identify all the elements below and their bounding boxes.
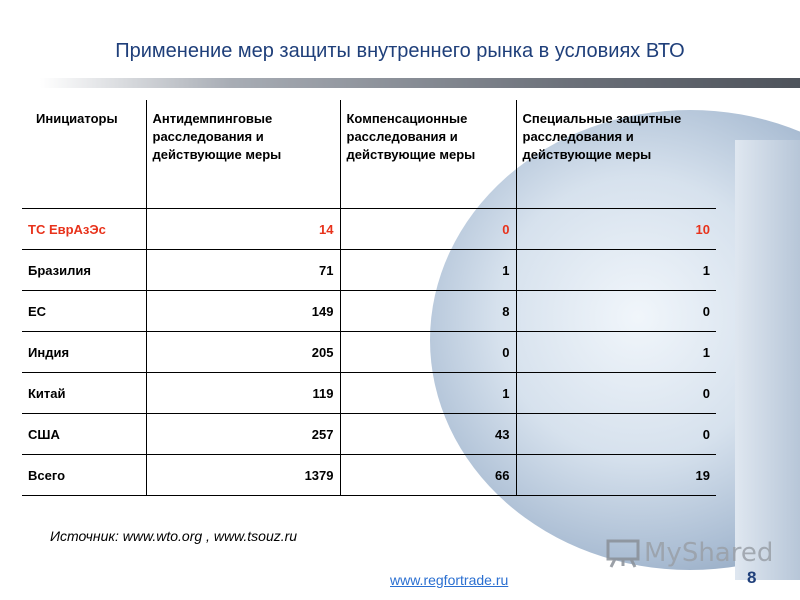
page-number: 8	[747, 568, 757, 587]
row-initiator: ТС ЕврАзЭс	[22, 209, 146, 250]
row-antidumping-value: 149	[146, 291, 340, 332]
row-safeguards-value: 1	[516, 250, 716, 291]
header-countervailing: Компенсационные расследования и действующие меры	[340, 100, 516, 209]
row-countervailing-value: 1	[340, 373, 516, 414]
row-initiator: Всего	[22, 455, 146, 496]
row-safeguards-value: 19	[516, 455, 716, 496]
row-antidumping-value: 1379	[146, 455, 340, 496]
table-header-row	[22, 100, 716, 209]
header-initiators: Инициаторы	[22, 100, 146, 209]
table-row	[22, 250, 716, 291]
row-antidumping-value: 14	[146, 209, 340, 250]
row-antidumping-value: 71	[146, 250, 340, 291]
source-note: Источник: www.wto.org , www.tsouz.ru	[50, 528, 298, 544]
header-antidumping: Антидемпинговые расследования и действующие меры	[146, 100, 340, 209]
row-antidumping-value: 205	[146, 332, 340, 373]
slide-title: Применение мер защиты внутреннего рынка в условиях ВТО	[115, 40, 685, 62]
row-initiator: Индия	[22, 332, 146, 373]
row-antidumping-value: 257	[146, 414, 340, 455]
row-countervailing-value: 1	[340, 250, 516, 291]
table-row	[22, 291, 716, 332]
row-antidumping-value: 119	[146, 373, 340, 414]
row-safeguards-value: 0	[516, 291, 716, 332]
row-safeguards-value: 0	[516, 373, 716, 414]
footer-website-link[interactable]: www.regfortrade.ru	[390, 572, 509, 588]
table-row-total	[22, 455, 716, 496]
row-safeguards-value: 10	[516, 209, 716, 250]
table-row	[22, 209, 716, 250]
table-row	[22, 373, 716, 414]
watermark	[606, 538, 773, 568]
row-countervailing-value: 0	[340, 332, 516, 373]
watermark-text: MyShared	[644, 538, 774, 568]
row-countervailing-value: 66	[340, 455, 516, 496]
row-initiator: Китай	[22, 373, 146, 414]
table-row	[22, 414, 716, 455]
row-initiator: Бразилия	[22, 250, 146, 291]
row-countervailing-value: 8	[340, 291, 516, 332]
title-underline-bar	[40, 78, 800, 88]
row-countervailing-value: 0	[340, 209, 516, 250]
trade-measures-table	[22, 100, 716, 496]
header-safeguards: Специальные защитные расследования и действующие меры	[516, 100, 716, 209]
globe-edge-background	[735, 140, 800, 580]
table-row	[22, 332, 716, 373]
row-countervailing-value: 43	[340, 414, 516, 455]
row-initiator: ЕС	[22, 291, 146, 332]
row-safeguards-value: 0	[516, 414, 716, 455]
row-safeguards-value: 1	[516, 332, 716, 373]
row-initiator: США	[22, 414, 146, 455]
presentation-board-icon	[606, 538, 640, 568]
